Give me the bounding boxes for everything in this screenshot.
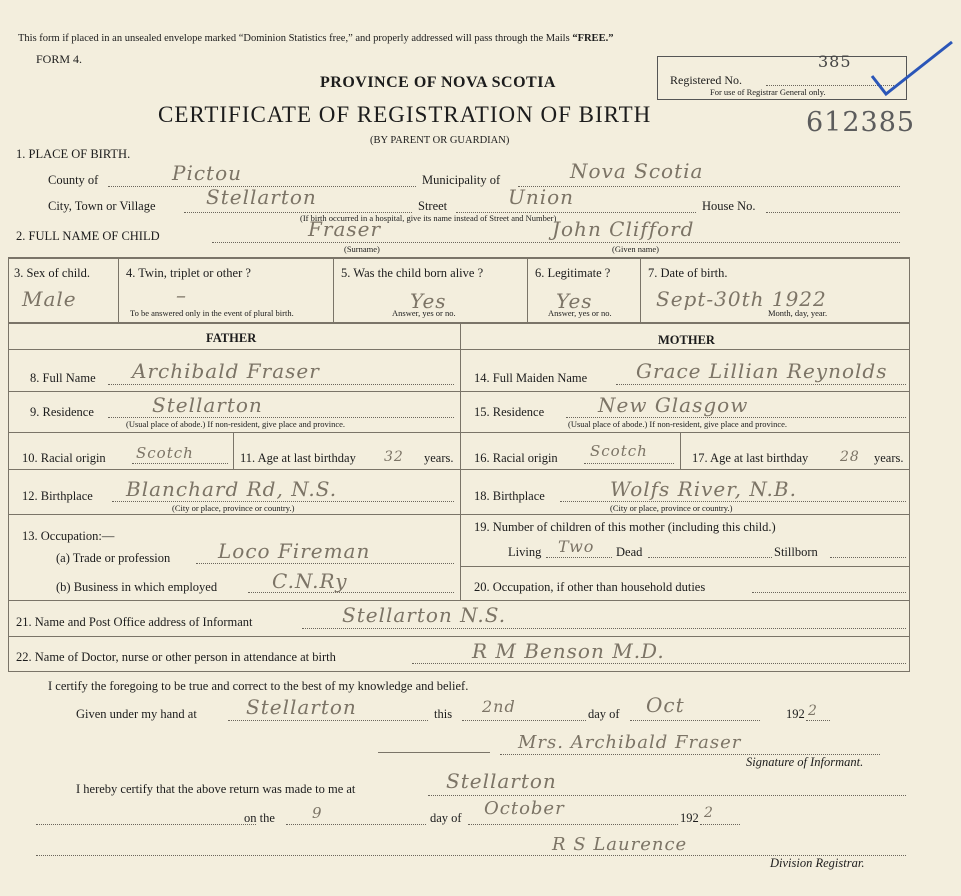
twin-value: – xyxy=(176,283,187,307)
legitimate-value: Yes xyxy=(556,289,593,313)
mother-name-value: Grace Lillian Reynolds xyxy=(636,359,888,383)
informant-label: 21. Name and Post Office address of Informant xyxy=(16,615,253,629)
father-years: years. xyxy=(424,451,454,465)
stillborn-label: Stillborn xyxy=(774,545,818,559)
mother-racial-value: Scotch xyxy=(590,442,648,460)
municipality-label: Municipality of xyxy=(422,173,501,187)
father-birthplace-note: (City or place, province or country.) xyxy=(172,503,295,513)
father-age-value: 32 xyxy=(384,449,404,465)
given-month-value: Oct xyxy=(646,693,685,717)
given-day-of-label: day of xyxy=(588,707,620,721)
place-of-birth-heading: 1. PLACE OF BIRTH. xyxy=(16,147,131,161)
city-label: City, Town or Village xyxy=(48,199,156,213)
child-surname-value: Fraser xyxy=(308,217,382,241)
on-the-label: on the xyxy=(244,811,275,825)
sex-value: Male xyxy=(22,287,77,311)
mother-residence-value: New Glasgow xyxy=(598,393,749,417)
doctor-label: 22. Name of Doctor, nurse or other person in attendance at birth xyxy=(16,650,336,664)
living-value: Two xyxy=(558,537,595,556)
mother-years: years. xyxy=(874,451,904,465)
this-label: this xyxy=(434,707,453,721)
certify-statement: I certify the foregoing to be true and correct to the best of my knowledge and belief. xyxy=(48,679,469,693)
father-name-label: 8. Full Name xyxy=(30,371,96,385)
given-place-value: Stellarton xyxy=(246,695,357,719)
mother-birthplace-value: Wolfs River, N.B. xyxy=(610,477,797,501)
province-heading: PROVINCE OF NOVA SCOTIA xyxy=(320,74,556,91)
registered-number: 385 xyxy=(818,52,852,71)
signature-of-informant-label: Signature of Informant. xyxy=(746,755,864,769)
hospital-note: (If birth occurred in a hospital, give its name instead of Street and Number) xyxy=(300,213,557,223)
given-under-label: Given under my hand at xyxy=(76,707,197,721)
twin-label: 4. Twin, triplet or other ? xyxy=(126,266,251,280)
county-label: County of xyxy=(48,173,99,187)
father-heading: FATHER xyxy=(206,331,257,345)
informant-signature: Mrs. Archibald Fraser xyxy=(518,732,742,753)
date-of-birth-label: 7. Date of birth. xyxy=(648,266,728,280)
date-of-birth-value: Sept-30th 1922 xyxy=(656,287,827,311)
father-name-value: Archibald Fraser xyxy=(132,359,320,383)
business-label: (b) Business in which employed xyxy=(56,580,218,594)
form-number: FORM 4. xyxy=(36,52,83,66)
date-note: Month, day, year. xyxy=(768,308,828,318)
rule xyxy=(8,257,910,259)
alive-value: Yes xyxy=(410,289,447,313)
house-number-label: House No. xyxy=(702,199,756,213)
alive-label: 5. Was the child born alive ? xyxy=(341,266,484,280)
certificate-subtitle: (BY PARENT OR GUARDIAN) xyxy=(370,135,510,146)
registrar-general-note: For use of Registrar General only. xyxy=(710,87,826,97)
sex-label: 3. Sex of child. xyxy=(14,266,91,280)
mother-heading: MOTHER xyxy=(658,333,715,347)
father-residence-value: Stellarton xyxy=(152,393,263,417)
trade-value: Loco Fireman xyxy=(218,539,371,563)
mail-note-text: This form if placed in an unsealed envelope marked “Dominion Statistics free,” and properly addressed will pass through the Mails xyxy=(18,33,570,44)
free-label: “FREE.” xyxy=(572,33,614,44)
street-label: Street xyxy=(418,199,448,213)
city-value: Stellarton xyxy=(206,185,317,209)
mother-residence-label: 15. Residence xyxy=(474,405,545,419)
registrar-year-prefix: 192 xyxy=(680,811,699,825)
given-year-prefix: 192 xyxy=(786,707,805,721)
father-birthplace-value: Blanchard Rd, N.S. xyxy=(126,477,338,501)
father-age-label: 11. Age at last birthday xyxy=(240,451,356,465)
child-given-name-value: John Clifford xyxy=(552,217,695,241)
father-racial-value: Scotch xyxy=(136,444,194,462)
registrar-statement: I hereby certify that the above return was made to me at xyxy=(76,782,356,796)
given-year-value: 2 xyxy=(808,703,818,719)
father-occupation-label: 13. Occupation:— xyxy=(22,529,115,543)
given-name-note: (Given name) xyxy=(612,244,659,254)
registrar-day-value: 9 xyxy=(312,804,323,822)
twin-note: To be answered only in the event of plural birth. xyxy=(130,308,294,318)
blue-check-mark xyxy=(868,36,958,100)
legitimate-note: Answer, yes or no. xyxy=(548,308,612,318)
business-value: C.N.Ry xyxy=(272,569,348,593)
father-birthplace-label: 12. Birthplace xyxy=(22,489,93,503)
father-residence-note: (Usual place of abode.) If non-resident, give place and province. xyxy=(126,419,346,429)
municipality-value: Nova Scotia xyxy=(570,159,704,183)
living-label: Living xyxy=(508,545,542,559)
registrar-month-value: October xyxy=(484,798,565,819)
certificate-title: CERTIFICATE OF REGISTRATION OF BIRTH xyxy=(158,102,652,127)
registrar-place-value: Stellarton xyxy=(446,769,557,793)
mother-birthplace-label: 18. Birthplace xyxy=(474,489,545,503)
doctor-value: R M Benson M.D. xyxy=(472,639,665,663)
registrar-signature: R S Laurence xyxy=(552,834,688,855)
division-registrar-label: Division Registrar. xyxy=(770,856,865,870)
mother-age-value: 28 xyxy=(840,449,860,465)
registered-label: Registered No. xyxy=(670,73,742,87)
children-label: 19. Number of children of this mother (including this child.) xyxy=(474,520,776,534)
informant-value: Stellarton N.S. xyxy=(342,603,507,627)
mother-birthplace-note: (City or place, province or country.) xyxy=(610,503,733,513)
mother-age-label: 17. Age at last birthday xyxy=(692,451,809,465)
alive-note: Answer, yes or no. xyxy=(392,308,456,318)
street-value: Union xyxy=(508,185,575,209)
registrar-year-value: 2 xyxy=(704,805,714,821)
given-day-value: 2nd xyxy=(482,697,516,716)
mother-name-label: 14. Full Maiden Name xyxy=(474,371,588,385)
stamp-number: 612385 xyxy=(806,107,916,138)
mail-note xyxy=(18,32,613,46)
mother-racial-label: 16. Racial origin xyxy=(474,451,558,465)
father-racial-label: 10. Racial origin xyxy=(22,451,106,465)
mother-residence-note: (Usual place of abode.) If non-resident, give place and province. xyxy=(568,419,788,429)
mother-occupation-label: 20. Occupation, if other than household duties xyxy=(474,580,706,594)
surname-note: (Surname) xyxy=(344,244,380,254)
father-residence-label: 9. Residence xyxy=(30,405,94,419)
trade-label: (a) Trade or profession xyxy=(56,551,171,565)
dead-label: Dead xyxy=(616,545,643,559)
registrar-day-of-label: day of xyxy=(430,811,462,825)
child-name-label: 2. FULL NAME OF CHILD xyxy=(16,229,160,243)
county-value: Pictou xyxy=(172,161,243,185)
legitimate-label: 6. Legitimate ? xyxy=(535,266,611,280)
